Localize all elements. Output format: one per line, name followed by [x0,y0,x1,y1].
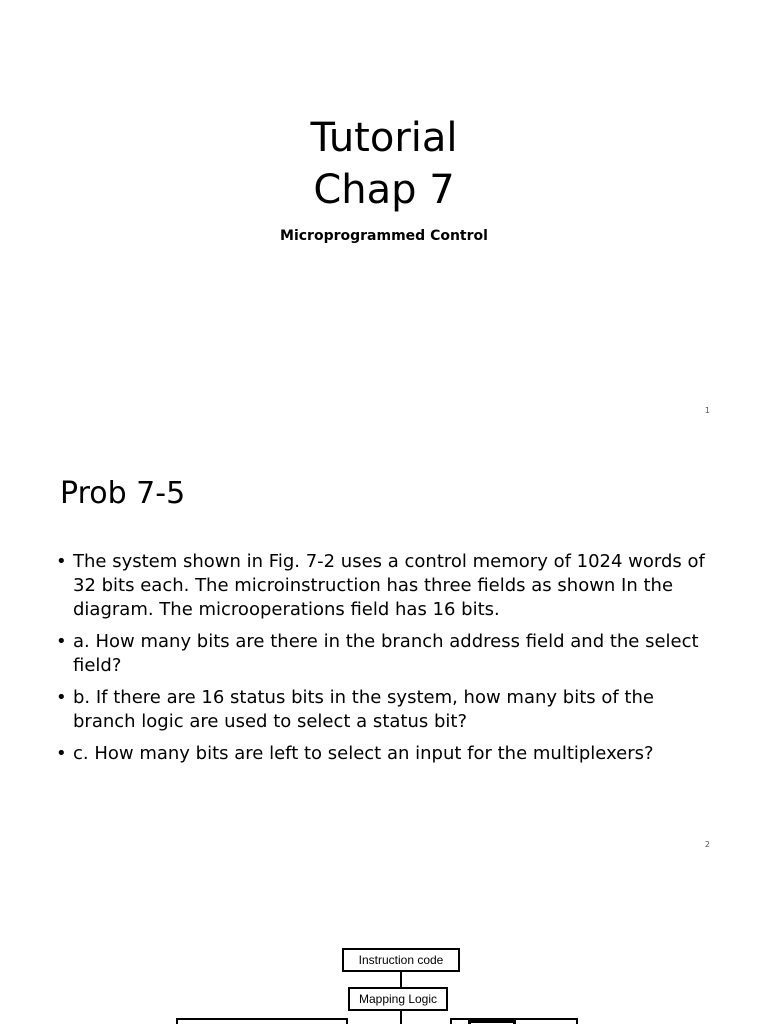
title-line-2: Chap 7 [313,167,455,213]
bullet-text: The system shown in Fig. 7-2 uses a control memory of 1024 words of 32 bits each. The microinstruction has three fields as shown In the diagram. The microoperations field has 16 bits. [73,551,705,620]
bullet-text: c. How many bits are left to select an input for the multiplexers? [73,743,654,764]
problem-title: Prob 7-5 [60,476,186,511]
slide-title [0,112,768,216]
bullet-text: a. How many bits are there in the branch address field and the select field? [73,631,699,676]
bullet-item [56,742,716,766]
slide-3 [0,864,768,1024]
bullet-item [56,550,716,622]
slide-subtitle: Microprogrammed Control [280,228,488,244]
inner-block [468,1020,516,1024]
bullet-dot: • [56,551,67,572]
connector-line [400,1011,402,1024]
bullet-dot: • [56,631,67,652]
bullet-item [56,686,716,734]
slide-1 [0,0,768,432]
instruction-code-box: Instruction code [342,948,460,972]
slide-2 [0,432,768,864]
mapping-logic-box: Mapping Logic [348,987,448,1011]
bullet-item [56,630,716,678]
bullet-text: b. If there are 16 status bits in the system, how many bits of the branch logic are used to select a status bit? [73,687,654,732]
title-line-1: Tutorial [310,115,458,161]
bullet-dot: • [56,687,67,708]
connector-line [400,972,402,987]
bullet-dot: • [56,743,67,764]
page-number: 2 [704,840,710,849]
left-block [176,1018,348,1024]
page-number: 1 [704,406,710,415]
bullet-list [56,550,716,774]
